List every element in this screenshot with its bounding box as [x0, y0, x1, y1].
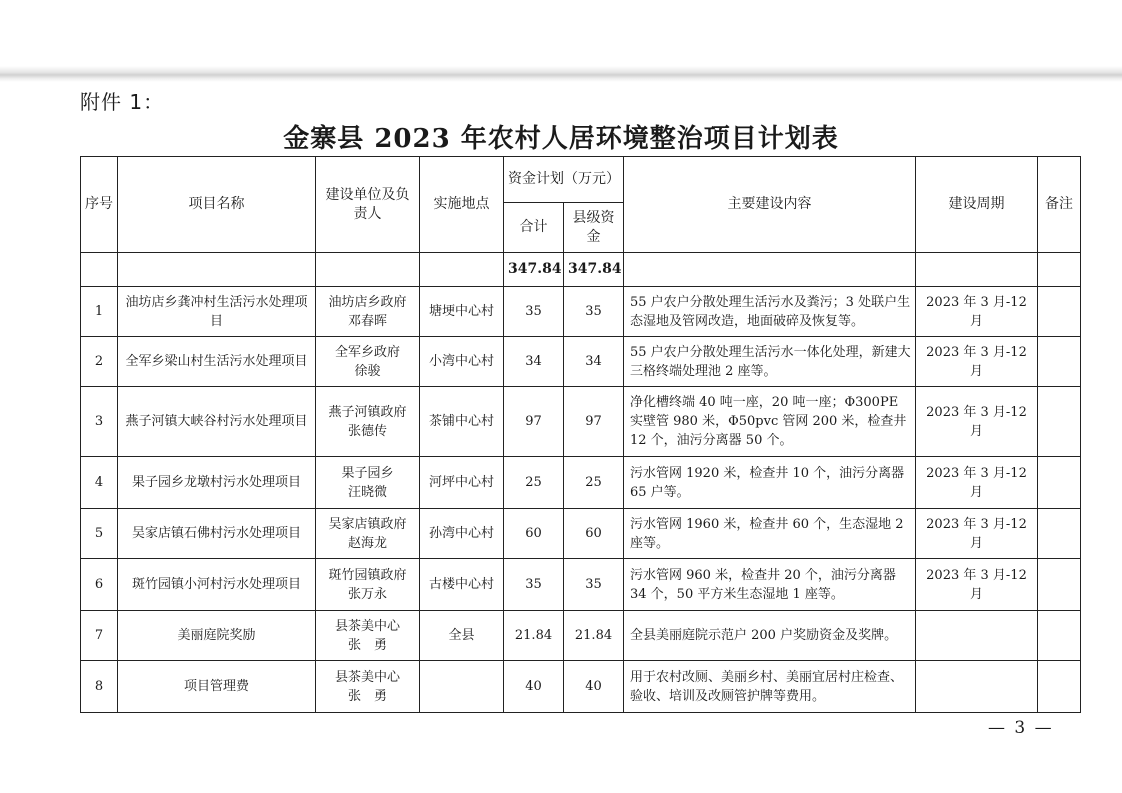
- row-index: 3: [81, 387, 118, 457]
- row-note: [1038, 661, 1081, 713]
- attachment-label: 附件 1：: [80, 90, 165, 114]
- row-unit-org: 果子园乡: [341, 465, 394, 481]
- row-county: 97: [564, 387, 624, 457]
- row-unit: [316, 387, 420, 457]
- row-unit: [316, 611, 420, 661]
- row-index: 1: [81, 287, 118, 337]
- row-note: [1038, 387, 1081, 457]
- row-name: 项目管理费: [118, 661, 316, 713]
- row-unit-org: 燕子河镇政府: [328, 404, 407, 420]
- row-index: 5: [81, 509, 118, 559]
- row-county: 34: [564, 337, 624, 387]
- row-period: 2023 年 3 月-12 月: [916, 509, 1038, 559]
- table-row: [81, 559, 1081, 611]
- row-unit-person: 张 勇: [347, 637, 387, 653]
- row-county: 35: [564, 559, 624, 611]
- row-content: 污水管网 1920 米，检查井 10 个，油污分离器 65 户等。: [624, 457, 916, 509]
- row-name: 全军乡梁山村生活污水处理项目: [118, 337, 316, 387]
- header-note: 备注: [1038, 157, 1081, 253]
- table-row: [81, 661, 1081, 713]
- row-period: [916, 661, 1038, 713]
- header-content: 主要建设内容: [624, 157, 916, 253]
- row-unit-org: 县茶美中心: [334, 669, 400, 685]
- row-unit: [316, 661, 420, 713]
- row-location: 孙湾中心村: [420, 509, 504, 559]
- row-period: 2023 年 3 月-12 月: [916, 457, 1038, 509]
- row-location: [420, 661, 504, 713]
- row-unit: [316, 337, 420, 387]
- row-unit-person: 张德传: [347, 423, 387, 439]
- row-unit-person: 赵海龙: [347, 535, 387, 551]
- row-period: [916, 611, 1038, 661]
- row-location: 全县: [420, 611, 504, 661]
- row-county: 60: [564, 509, 624, 559]
- row-index: 8: [81, 661, 118, 713]
- row-unit-org: 全军乡政府: [334, 344, 400, 360]
- header-location: 实施地点: [420, 157, 504, 253]
- table-row: [81, 611, 1081, 661]
- scan-shadow: [0, 66, 1122, 82]
- header-funding: 资金计划（万元）: [504, 157, 624, 203]
- row-name: 果子园乡龙墩村污水处理项目: [118, 457, 316, 509]
- totals-county: 347.84: [564, 253, 624, 287]
- row-unit: [316, 559, 420, 611]
- row-county: 40: [564, 661, 624, 713]
- row-note: [1038, 457, 1081, 509]
- row-total: 35: [504, 287, 564, 337]
- table-row: [81, 337, 1081, 387]
- row-content: 污水管网 960 米，检查井 20 个，油污分离器 34 个，50 平方米生态湿地 1 座等。: [624, 559, 916, 611]
- header-funding-county: 县级资金: [564, 203, 624, 253]
- header-unit: 建设单位及负责人: [316, 157, 420, 253]
- row-total: 25: [504, 457, 564, 509]
- row-unit: [316, 509, 420, 559]
- row-note: [1038, 337, 1081, 387]
- row-content: 55 户农户分散处理生活污水及粪污；3 处联户生态湿地及管网改造，地面破碎及恢复等。: [624, 287, 916, 337]
- table-row: [81, 287, 1081, 337]
- row-content: 全县美丽庭院示范户 200 户奖励资金及奖牌。: [624, 611, 916, 661]
- row-content: 55 户农户分散处理生活污水一体化处理，新建大三格终端处理池 2 座等。: [624, 337, 916, 387]
- row-unit-person: 张万永: [347, 586, 387, 602]
- row-content: 污水管网 1960 米，检查井 60 个，生态湿地 2 座等。: [624, 509, 916, 559]
- totals-total: 347.84: [504, 253, 564, 287]
- row-note: [1038, 287, 1081, 337]
- row-total: 60: [504, 509, 564, 559]
- row-location: 河坪中心村: [420, 457, 504, 509]
- plan-table: [80, 156, 1081, 713]
- row-unit-org: 斑竹园镇政府: [328, 567, 407, 583]
- row-name: 美丽庭院奖励: [118, 611, 316, 661]
- row-unit: [316, 457, 420, 509]
- row-period: 2023 年 3 月-12 月: [916, 337, 1038, 387]
- row-unit-org: 油坊店乡政府: [328, 294, 407, 310]
- row-location: 塘埂中心村: [420, 287, 504, 337]
- totals-row: [81, 253, 1081, 287]
- row-total: 34: [504, 337, 564, 387]
- row-location: 古楼中心村: [420, 559, 504, 611]
- row-unit-person: 邓春晖: [347, 313, 387, 329]
- row-period: 2023 年 3 月-12 月: [916, 559, 1038, 611]
- page-title: 金寨县 2023 年农村人居环境整治项目计划表: [283, 124, 839, 154]
- row-note: [1038, 559, 1081, 611]
- header-name: 项目名称: [118, 157, 316, 253]
- row-note: [1038, 509, 1081, 559]
- row-total: 21.84: [504, 611, 564, 661]
- row-index: 4: [81, 457, 118, 509]
- page-number: — 3 —: [988, 718, 1054, 738]
- row-unit-person: 张 勇: [347, 688, 387, 704]
- row-location: 小湾中心村: [420, 337, 504, 387]
- row-period: 2023 年 3 月-12 月: [916, 387, 1038, 457]
- table-row: [81, 387, 1081, 457]
- row-county: 25: [564, 457, 624, 509]
- row-total: 35: [504, 559, 564, 611]
- row-unit: [316, 287, 420, 337]
- row-total: 97: [504, 387, 564, 457]
- row-unit-person: 徐骏: [354, 363, 381, 379]
- header-funding-total: 合计: [504, 203, 564, 253]
- row-name: 吴家店镇石佛村污水处理项目: [118, 509, 316, 559]
- row-name: 油坊店乡龚冲村生活污水处理项目: [118, 287, 316, 337]
- row-note: [1038, 611, 1081, 661]
- row-unit-person: 汪晓微: [347, 484, 387, 500]
- row-index: 2: [81, 337, 118, 387]
- row-period: 2023 年 3 月-12 月: [916, 287, 1038, 337]
- row-unit-org: 吴家店镇政府: [328, 516, 407, 532]
- row-county: 35: [564, 287, 624, 337]
- row-county: 21.84: [564, 611, 624, 661]
- table-row: [81, 509, 1081, 559]
- header-index: 序号: [81, 157, 118, 253]
- row-location: 茶铺中心村: [420, 387, 504, 457]
- row-name: 燕子河镇大峡谷村污水处理项目: [118, 387, 316, 457]
- row-index: 7: [81, 611, 118, 661]
- table-row: [81, 457, 1081, 509]
- row-unit-org: 县茶美中心: [334, 618, 400, 634]
- row-total: 40: [504, 661, 564, 713]
- row-content: 净化槽终端 40 吨一座，20 吨一座；Φ300PE 实壁管 980 米，Φ50pvc 管网 200 米，检查井 12 个，油污分离器 50 个。: [624, 387, 916, 457]
- row-name: 斑竹园镇小河村污水处理项目: [118, 559, 316, 611]
- row-content: 用于农村改厕、美丽乡村、美丽宜居村庄检查、验收、培训及改厕管护牌等费用。: [624, 661, 916, 713]
- row-index: 6: [81, 559, 118, 611]
- header-period: 建设周期: [916, 157, 1038, 253]
